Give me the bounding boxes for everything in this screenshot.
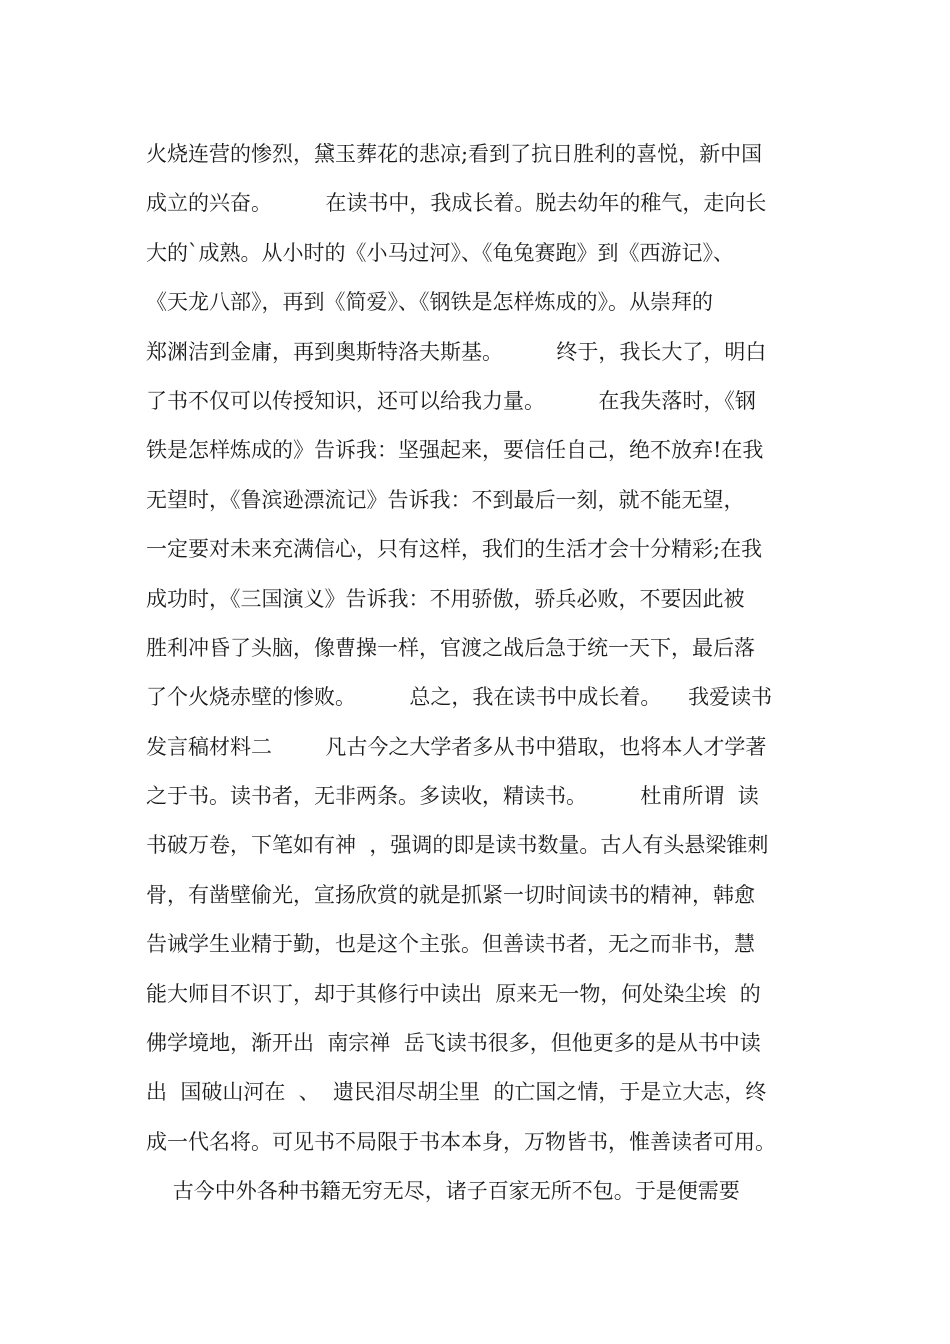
text-line: 成功时，《三国演义》告诉我：不用骄傲，骄兵必败，不要因此被 [146,586,745,611]
text-line: 无望时，《鲁滨逊漂流记》告诉我：不到最后一刻，就不能无望， [146,487,745,512]
text-line: 了个火烧赤壁的惨败。 总之，我在读书中成长着。 我爱读书 [146,685,773,710]
text-line: 佛学境地，渐开出 南宗禅 岳飞读书很多，但他更多的是从书中读 [146,1031,761,1056]
text-line: 成一代名将。可见书不局限于书本本身，万物皆书，惟善读者可用。 [146,1129,776,1154]
text-line: 胜利冲昏了头脑，像曹操一样，官渡之战后急于统一天下，最后落 [146,635,755,660]
text-line: 告诫学生业精于勤，也是这个主张。但善读书者，无之而非书，慧 [146,932,755,957]
text-line: 了书不仅可以传授知识，还可以给我力量。 在我失落时，《钢 [146,388,756,413]
text-line: 之于书。读书者，无非两条。多读收，精读书。 杜甫所谓 读 [146,784,759,809]
text-line: 《天龙八部》，再到《简爱》、《钢铁是怎样炼成的》。从崇拜的 [146,290,713,315]
text-line: 古今中外各种书籍无穷无尽，诸子百家无所不包。于是便需要 [146,1179,740,1204]
text-line: 郑渊洁到金庸，再到奥斯特洛夫斯基。 终于，我长大了，明白 [146,339,767,364]
text-line: 成立的兴奋。 在读书中，我成长着。脱去幼年的稚气，走向长 [146,191,767,216]
text-line: 火烧连营的惨烈，黛玉葬花的悲凉;看到了抗日胜利的喜悦，新中国 [146,142,763,166]
text-line: 铁是怎样炼成的》告诉我：坚强起来，要信任自己，绝不放弃!在我 [146,438,764,463]
text-line: 发言稿材料二 凡古今之大学者多从书中猎取，也将本人才学著 [146,734,767,759]
text-line: 书破万卷，下笔如有神 ，强调的即是读书数量。古人有头悬梁锥刺 [146,833,769,858]
text-line: 大的`成熟。从小时的《小马过河》、《龟兔赛跑》到《西游记》、 [146,240,734,265]
text-line: 一定要对未来充满信心，只有这样，我们的生活才会十分精彩;在我 [146,537,763,562]
text-line: 骨，有凿壁偷光，宣扬欣赏的就是抓紧一切时间读书的精神，韩愈 [146,882,755,907]
body-text [146,130,846,1217]
text-line: 出 国破山河在 、 遗民泪尽胡尘里 的亡国之情，于是立大志，终 [146,1080,767,1105]
text-line: 能大师目不识丁，却于其修行中读出 原来无一物，何处染尘埃 的 [146,981,761,1006]
